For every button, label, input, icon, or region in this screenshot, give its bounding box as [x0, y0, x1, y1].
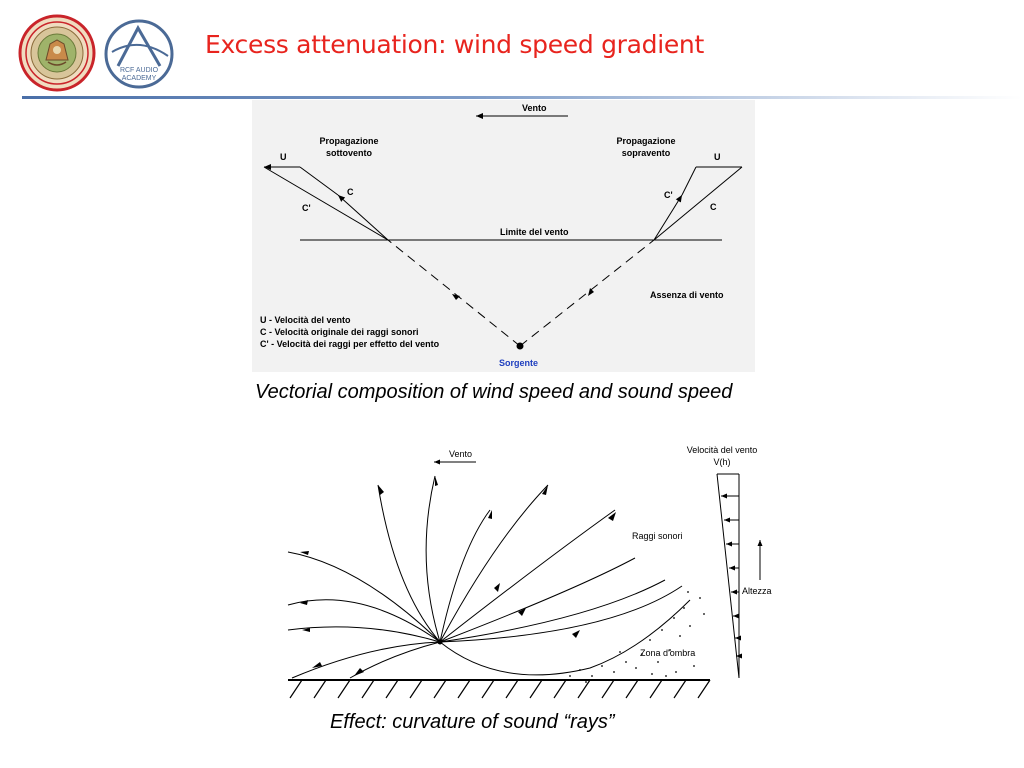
- slide-title: Excess attenuation: wind speed gradient: [205, 30, 704, 59]
- sound-ray: [288, 627, 440, 642]
- label-u-left: U: [280, 152, 287, 162]
- profile-envelope: [717, 474, 739, 678]
- caption-ray-curvature: Effect: curvature of sound “rays”: [330, 711, 615, 733]
- label-u-right: U: [714, 152, 721, 162]
- label-c-left: C: [347, 187, 354, 197]
- no-wind-label: Assenza di vento: [650, 290, 724, 300]
- wind-limit-label: Limite del vento: [500, 227, 569, 237]
- wind-profile-label-1: Velocità del vento: [686, 445, 758, 455]
- rcf-audio-academy-logo: [104, 16, 174, 92]
- wind-label-2: Vento: [449, 449, 473, 459]
- downwind-label-1: Propagazione: [319, 136, 379, 146]
- legend-item-c: C - Velocità originale dei raggi sonori: [260, 327, 419, 337]
- upwind-label-1: Propagazione: [616, 136, 676, 146]
- vector-composition-diagram: [252, 100, 755, 372]
- upwind-label-2: sopravento: [621, 148, 671, 158]
- profile-arrows: [721, 496, 739, 656]
- sound-source-dot-2: [438, 640, 443, 645]
- wind-profile-label-2: V(h): [713, 457, 731, 467]
- sound-rays-label: Raggi sonori: [632, 531, 683, 541]
- label-c-right: C: [710, 202, 717, 212]
- rcf-logo-line2: ACADEMY: [121, 75, 157, 82]
- sound-ray: [378, 485, 440, 642]
- source-label: Sorgente: [499, 358, 539, 368]
- sound-rays: [288, 476, 690, 678]
- sound-ray: [292, 642, 440, 678]
- sound-source-dot: [517, 343, 524, 350]
- shadow-zone-label: Zona d'ombra: [640, 648, 696, 658]
- downwind-label-2: sottovento: [326, 148, 372, 158]
- ground-hatching: [290, 680, 710, 698]
- sound-ray: [440, 485, 548, 642]
- label-cprime-left: C': [302, 203, 311, 213]
- title-divider: [22, 96, 1022, 99]
- rcf-logo-line1: RCF AUDIO: [119, 67, 159, 74]
- wind-label: Vento: [522, 103, 547, 113]
- sound-ray: [350, 642, 440, 678]
- height-label: Altezza: [742, 586, 772, 596]
- sound-ray: [440, 510, 615, 642]
- legend-item-cprime: C' - Velocità dei raggi per effetto del vento: [260, 339, 440, 349]
- caption-vector-composition: Vectorial composition of wind speed and sound speed: [255, 381, 733, 403]
- university-seal-logo: [18, 14, 96, 92]
- sound-ray: [426, 476, 440, 642]
- label-cprime-right: C': [664, 190, 673, 200]
- sound-ray: [440, 600, 690, 675]
- sound-ray: [440, 558, 635, 642]
- legend-item-u: U - Velocità del vento: [260, 315, 351, 325]
- sound-ray: [288, 552, 440, 642]
- ray-curvature-diagram: [280, 440, 780, 710]
